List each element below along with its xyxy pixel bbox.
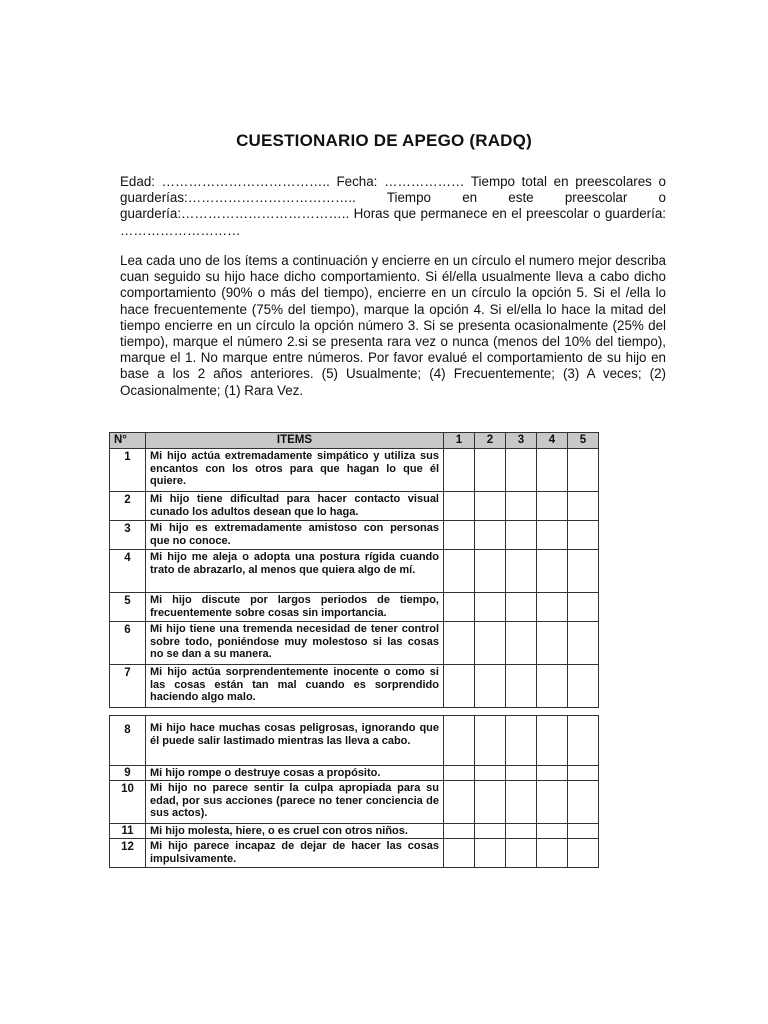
questionnaire-table-part1: [109, 432, 599, 708]
score-cell-4[interactable]: [537, 781, 568, 824]
score-cell-5[interactable]: [568, 824, 599, 839]
table-row: [110, 449, 599, 492]
item-number: 8: [110, 716, 146, 766]
score-cell-4[interactable]: [537, 766, 568, 781]
item-text: Mi hijo discute por largos periodos de tiempo, frecuentemente sobre cosas sin importancia.: [146, 593, 444, 622]
score-cell-5[interactable]: [568, 550, 599, 593]
score-cell-1[interactable]: [444, 766, 475, 781]
score-cell-4[interactable]: [537, 521, 568, 550]
header-items: ITEMS: [146, 433, 444, 449]
item-text: Mi hijo hace muchas cosas peligrosas, ignorando que él puede salir lastimado mientras las lleva a cabo.: [146, 716, 444, 766]
item-number: 1: [110, 449, 146, 492]
score-cell-3[interactable]: [506, 716, 537, 766]
score-cell-1[interactable]: [444, 521, 475, 550]
score-cell-2[interactable]: [475, 492, 506, 521]
table-header-row: [110, 433, 599, 449]
score-cell-3[interactable]: [506, 766, 537, 781]
score-cell-5[interactable]: [568, 622, 599, 665]
score-cell-2[interactable]: [475, 449, 506, 492]
header-score-1: 1: [444, 433, 475, 449]
item-text: Mi hijo es extremadamente amistoso con personas que no conoce.: [146, 521, 444, 550]
table-row: [110, 766, 599, 781]
score-cell-4[interactable]: [537, 449, 568, 492]
score-cell-4[interactable]: [537, 622, 568, 665]
score-cell-2[interactable]: [475, 593, 506, 622]
score-cell-2[interactable]: [475, 521, 506, 550]
header-score-2: 2: [475, 433, 506, 449]
item-text: Mi hijo rompe o destruye cosas a propósito.: [146, 766, 444, 781]
table-row: [110, 839, 599, 868]
item-text: Mi hijo molesta, hiere, o es cruel con otros niños.: [146, 824, 444, 839]
instructions-paragraph: Lea cada uno de los ítems a continuación y encierre en un círculo el numero mejor describa cuan seguido su hijo hace dicho comportamiento. Si él/ella usualmente lleva a cabo dicho comportamiento (90% o más del tiempo), encierre en un círculo la opción 5. Si el /ella lo hace frecuentemente (75% del tiempo), marque la opción 4. Si el/ella lo hace la mitad del tiempo encierre en un círculo la opción número 3. Si se presenta ocasionalmente (25% del tiempo), marque el número 2.si se presenta rara vez o nunca (menos del 10% del tiempo), marque el 1. No marque entre números. Por favor evalué el comportamiento de su hijo en base a los 2 años anteriores. (5) Usualmente; (4) Frecuentemente; (3) A veces; (2) Ocasionalmente; (1) Rara Vez.: [120, 253, 666, 398]
score-cell-5[interactable]: [568, 492, 599, 521]
score-cell-3[interactable]: [506, 622, 537, 665]
score-cell-1[interactable]: [444, 781, 475, 824]
score-cell-3[interactable]: [506, 839, 537, 868]
item-number: 3: [110, 521, 146, 550]
score-cell-3[interactable]: [506, 449, 537, 492]
score-cell-4[interactable]: [537, 839, 568, 868]
score-cell-4[interactable]: [537, 492, 568, 521]
score-cell-4[interactable]: [537, 665, 568, 708]
table-row: [110, 824, 599, 839]
score-cell-5[interactable]: [568, 593, 599, 622]
score-cell-4[interactable]: [537, 716, 568, 766]
table-row: [110, 622, 599, 665]
item-text: Mi hijo actúa extremadamente simpático y utiliza sus encantos con los otros para que hagan lo que él quiere.: [146, 449, 444, 492]
item-text: Mi hijo me aleja o adopta una postura rígida cuando trato de abrazarlo, al menos que quiera algo de mí.: [146, 550, 444, 593]
score-cell-5[interactable]: [568, 781, 599, 824]
score-cell-2[interactable]: [475, 550, 506, 593]
score-cell-1[interactable]: [444, 550, 475, 593]
score-cell-1[interactable]: [444, 665, 475, 708]
score-cell-1[interactable]: [444, 622, 475, 665]
score-cell-2[interactable]: [475, 824, 506, 839]
item-number: 4: [110, 550, 146, 593]
item-text: Mi hijo tiene dificultad para hacer contacto visual cunado los adultos desean que lo haga.: [146, 492, 444, 521]
item-number: 5: [110, 593, 146, 622]
questionnaire-table-part2: [109, 715, 599, 868]
header-score-4: 4: [537, 433, 568, 449]
score-cell-4[interactable]: [537, 550, 568, 593]
score-cell-5[interactable]: [568, 839, 599, 868]
table-row: [110, 550, 599, 593]
score-cell-3[interactable]: [506, 492, 537, 521]
item-number: 12: [110, 839, 146, 868]
score-cell-3[interactable]: [506, 550, 537, 593]
intro-fields-paragraph: Edad: ……………………………….. Fecha: ……………… Tiempo total en preescolares o guarderías:……………………………….. Tiempo en este preescolar o guardería:……………………………….. Horas que permanece en el preescolar o guardería: ………………………: [120, 174, 666, 238]
score-cell-5[interactable]: [568, 449, 599, 492]
score-cell-3[interactable]: [506, 665, 537, 708]
score-cell-5[interactable]: [568, 716, 599, 766]
score-cell-1[interactable]: [444, 716, 475, 766]
score-cell-5[interactable]: [568, 665, 599, 708]
score-cell-3[interactable]: [506, 521, 537, 550]
table-row: [110, 492, 599, 521]
score-cell-2[interactable]: [475, 839, 506, 868]
item-text: Mi hijo tiene una tremenda necesidad de tener control sobre todo, poniéndose muy molestoso si las cosas no se dan a su manera.: [146, 622, 444, 665]
score-cell-4[interactable]: [537, 593, 568, 622]
document-title: CUESTIONARIO DE APEGO (RADQ): [236, 131, 532, 150]
table-row: [110, 781, 599, 824]
score-cell-1[interactable]: [444, 492, 475, 521]
item-number: 10: [110, 781, 146, 824]
item-number: 9: [110, 766, 146, 781]
score-cell-1[interactable]: [444, 824, 475, 839]
header-score-5: 5: [568, 433, 599, 449]
score-cell-5[interactable]: [568, 521, 599, 550]
score-cell-2[interactable]: [475, 665, 506, 708]
item-text: Mi hijo parece incapaz de dejar de hacer las cosas impulsivamente.: [146, 839, 444, 868]
item-number: 7: [110, 665, 146, 708]
item-text: Mi hijo actúa sorprendentemente inocente o como si las cosas están tan mal cuando es sorprendido haciendo algo malo.: [146, 665, 444, 708]
table-row: [110, 593, 599, 622]
score-cell-2[interactable]: [475, 766, 506, 781]
item-number: 6: [110, 622, 146, 665]
table-row: [110, 716, 599, 766]
score-cell-1[interactable]: [444, 839, 475, 868]
header-score-3: 3: [506, 433, 537, 449]
score-cell-3[interactable]: [506, 824, 537, 839]
header-number: N°: [110, 433, 146, 449]
table-row: [110, 521, 599, 550]
score-cell-2[interactable]: [475, 716, 506, 766]
score-cell-3[interactable]: [506, 781, 537, 824]
score-cell-1[interactable]: [444, 449, 475, 492]
item-number: 11: [110, 824, 146, 839]
score-cell-2[interactable]: [475, 622, 506, 665]
score-cell-2[interactable]: [475, 781, 506, 824]
item-number: 2: [110, 492, 146, 521]
score-cell-4[interactable]: [537, 824, 568, 839]
score-cell-3[interactable]: [506, 593, 537, 622]
item-text: Mi hijo no parece sentir la culpa apropiada para su edad, por sus acciones (parece no tener conciencia de sus actos).: [146, 781, 444, 824]
score-cell-1[interactable]: [444, 593, 475, 622]
score-cell-5[interactable]: [568, 766, 599, 781]
table-row: [110, 665, 599, 708]
